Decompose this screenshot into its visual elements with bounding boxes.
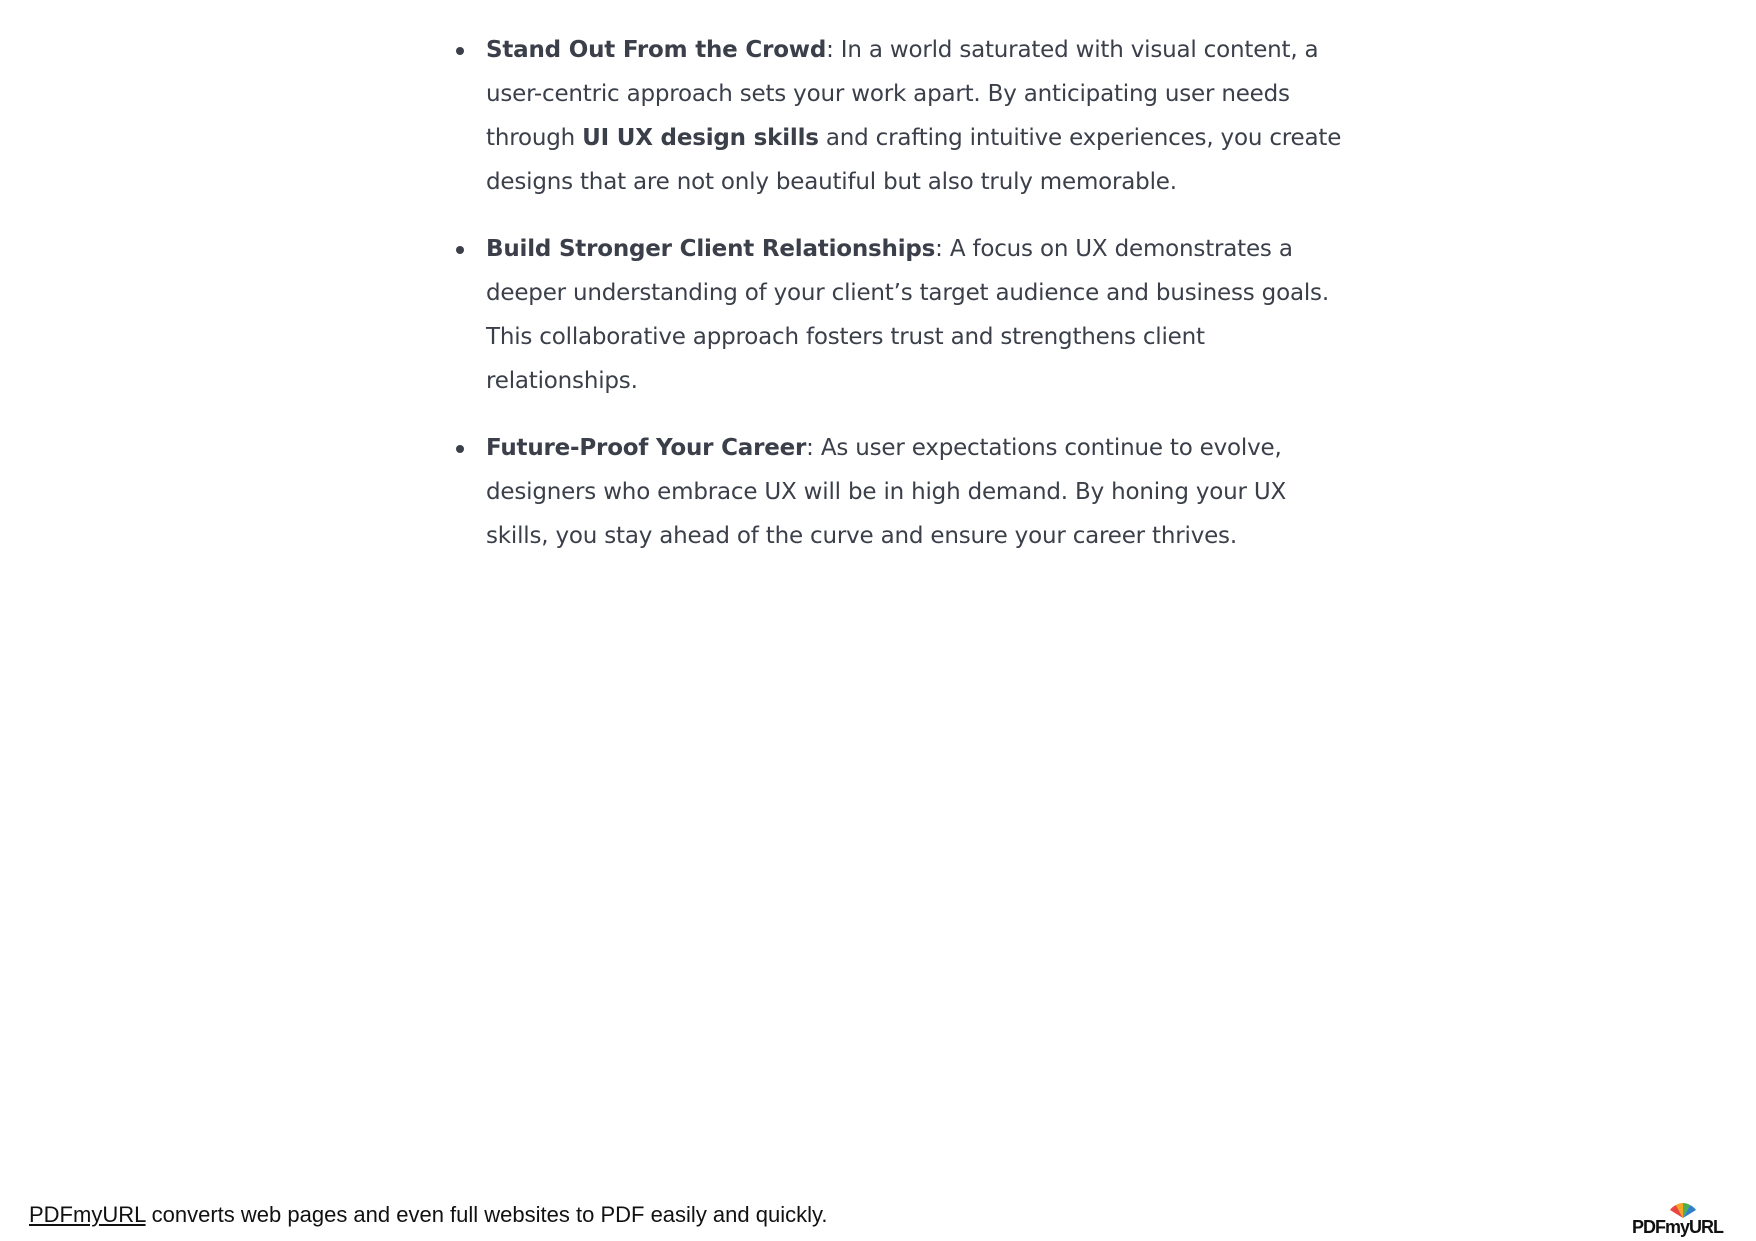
pdfmyurl-logo[interactable]	[1632, 1202, 1722, 1236]
pdfmyurl-link[interactable]: PDFmyURL	[29, 1202, 146, 1227]
pdf-footer	[29, 1202, 827, 1228]
list-item	[480, 426, 1350, 558]
list-item-text: In a world saturated with visual content, a user-centric approach sets your work apart. By anticipating user needs through	[486, 37, 1319, 151]
list-item-separator: :	[935, 236, 950, 262]
list-item-separator: :	[806, 435, 821, 461]
list-item-highlight: UI UX design skills	[582, 125, 819, 151]
list-item-text: A focus on UX demonstrates a deeper understanding of your client’s target audience and business goals. This collaborative approach fosters trust and strengthens client relationships.	[486, 236, 1329, 394]
bullet-icon	[456, 445, 464, 453]
list-item-title: Build Stronger Client Relationships	[486, 236, 936, 262]
bullet-icon	[456, 47, 464, 55]
list-item	[480, 28, 1350, 204]
list-item-title: Stand Out From the Crowd	[486, 37, 827, 63]
logo-text: PDFmyURL	[1632, 1217, 1724, 1237]
list-item-title: Future-Proof Your Career	[486, 435, 807, 461]
list-item	[480, 227, 1350, 403]
article-content	[480, 28, 1350, 581]
list-item-separator: :	[826, 37, 841, 63]
bullet-icon	[456, 246, 464, 254]
pdfmyurl-logo-icon	[1668, 1202, 1698, 1218]
list-item-text-continued: and crafting intuitive experiences, you create designs that are not only beautiful but also truly memorable.	[486, 125, 1342, 195]
footer-text: converts web pages and even full websites to PDF easily and quickly.	[145, 1202, 828, 1227]
benefits-list	[480, 28, 1350, 558]
list-item-text: As user expectations continue to evolve, designers who embrace UX will be in high demand. By honing your UX skills, you stay ahead of the curve and ensure your career thrives.	[486, 435, 1287, 549]
